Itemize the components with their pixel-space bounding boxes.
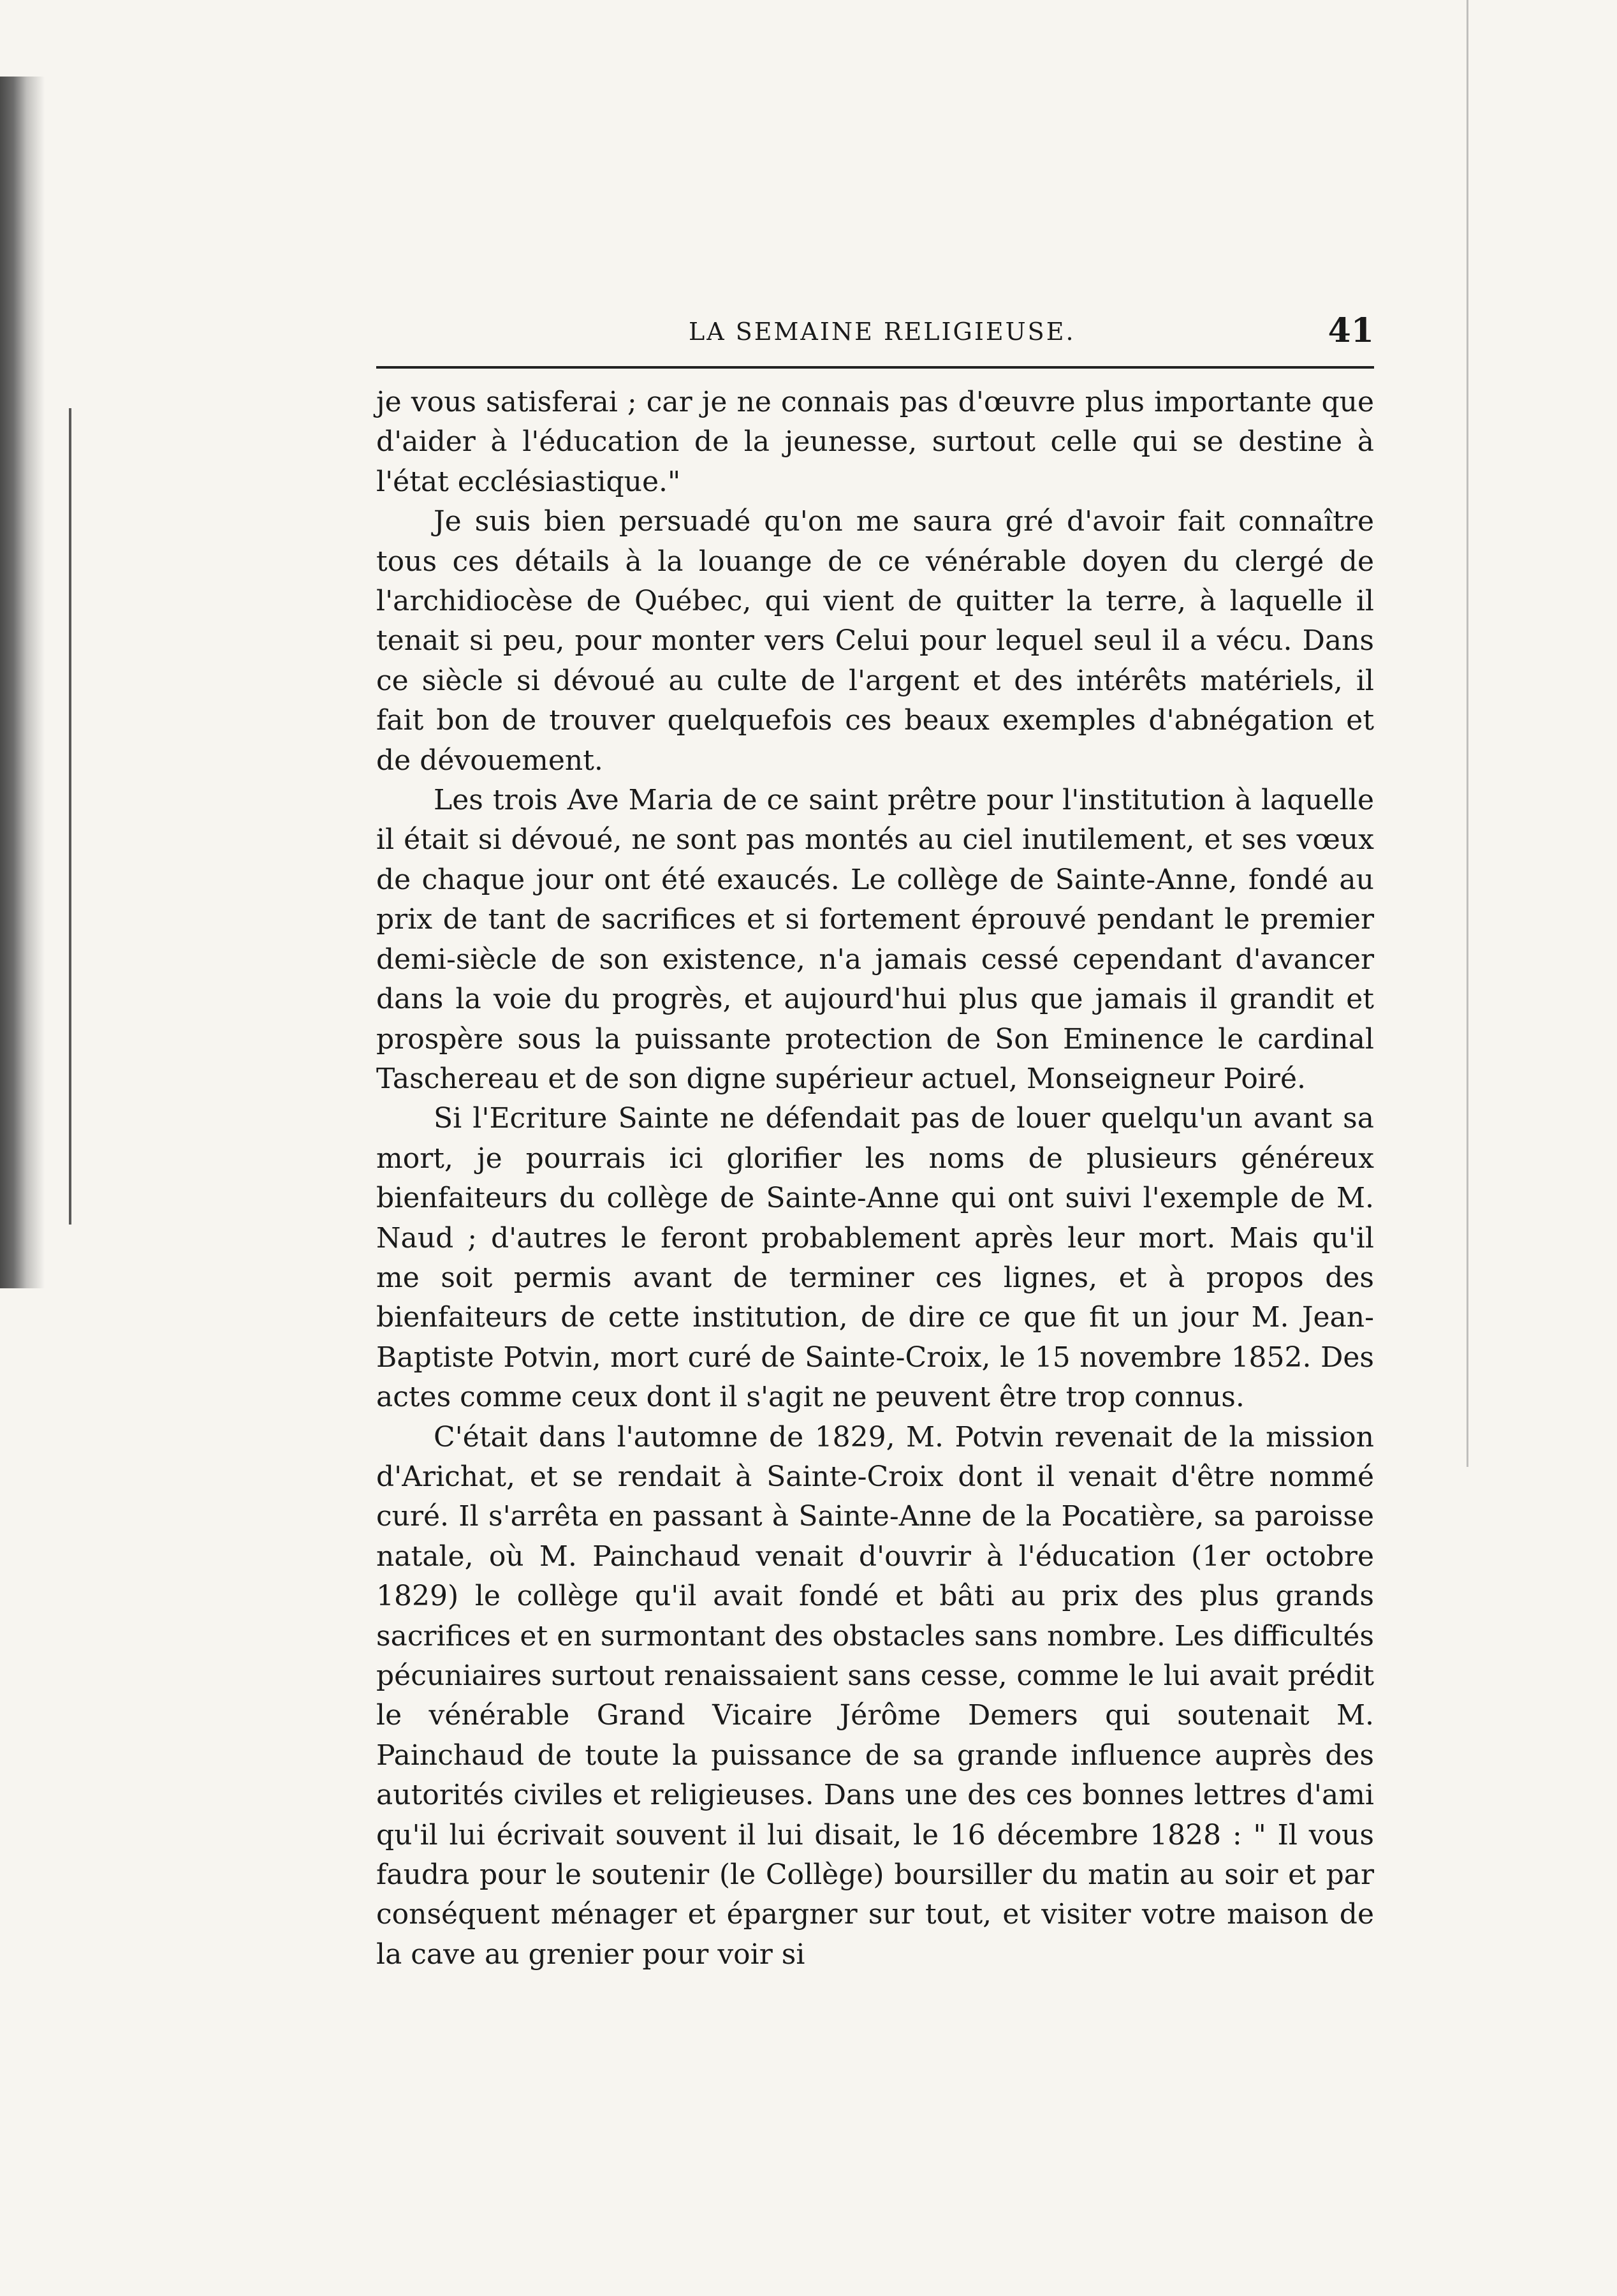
- paragraph: je vous satisferai ; car je ne connais pas d'œuvre plus importante que d'aider à l'éducation de la jeunesse, surtout celle qui se destine à l'état ecclésiastique.": [376, 386, 1374, 498]
- running-head: LA SEMAINE RELIGIEUSE.: [689, 318, 1076, 346]
- body-text: [376, 383, 1374, 1975]
- page-header: [376, 311, 1374, 356]
- paragraph: Si l'Ecriture Sainte ne défendait pas de louer quelqu'un avant sa mort, je pourrais ici glorifier les noms de plusieurs généreux bienfaiteurs du collège de Sainte-Anne qui ont suivi l'exemple de M. Naud ; d'autres le feront probablement après leur mort. Mais qu'il me soit permis avant de terminer ces lignes, et à propos des bienfaiteurs de cette institution, de dire ce que fit un jour M. Jean-Baptiste Potvin, mort curé de Sainte-Croix, le 15 novembre 1852. Des actes comme ceux dont il s'agit ne peuvent être trop connus.: [376, 1102, 1374, 1414]
- scan-line-artifact: [69, 408, 71, 1225]
- paragraph: C'était dans l'automne de 1829, M. Potvin revenait de la mission d'Arichat, et se rendait à Sainte-Croix dont il venait d'être nommé curé. Il s'arrêta en passant à Sainte-Anne de la Pocatière, sa paroisse natale, où M. Painchaud venait d'ouvrir à l'éducation (1er octobre 1829) le collège qu'il avait fondé et bâti au prix des plus grands sacrifices et en surmontant des obstacles sans nombre. Les difficultés pécuniaires surtout renaissaient sans cesse, comme le lui avait prédit le vénérable Grand Vicaire Jérôme Demers qui soutenait M. Painchaud de toute la puissance de sa grande influence auprès des autorités civiles et religieuses. Dans une des ces bonnes lettres d'ami qu'il lui écrivait souvent il lui disait, le 16 décembre 1828 : " Il vous faudra pour le soutenir (le Collège) boursiller du matin au soir et par conséquent ménager et épargner sur tout, et visiter votre maison de la cave au grenier pour voir si: [376, 1420, 1374, 1971]
- scan-edge-artifact: [0, 77, 45, 1288]
- page-number: 41: [1328, 311, 1374, 350]
- header-rule: [376, 366, 1374, 369]
- paragraph: Je suis bien persuadé qu'on me saura gré d'avoir fait connaître tous ces détails à la louange de ce vénérable doyen du clergé de l'archidiocèse de Québec, qui vient de quitter la terre, à laquelle il tenait si peu, pour monter vers Celui pour lequel seul il a vécu. Dans ce siècle si dévoué au culte de l'argent et des intérêts matériels, il fait bon de trouver quelquefois ces beaux exemples d'abnégation et de dévouement.: [376, 505, 1374, 777]
- paragraph: Les trois Ave Maria de ce saint prêtre pour l'institution à laquelle il était si dévoué, ne sont pas montés au ciel inutilement, et ses vœux de chaque jour ont été exaucés. Le collège de Sainte-Anne, fondé au prix de tant de sacrifices et si fortement éprouvé pendant le premier demi-siècle de son existence, n'a jamais cessé cependant d'avancer dans la voie du progrès, et aujourd'hui plus que jamais il grandit et prospère sous la puissante protection de Son Eminence le cardinal Taschereau et de son digne supérieur actuel, Monseigneur Poiré.: [376, 784, 1374, 1095]
- scan-line-artifact-right: [1467, 0, 1468, 1467]
